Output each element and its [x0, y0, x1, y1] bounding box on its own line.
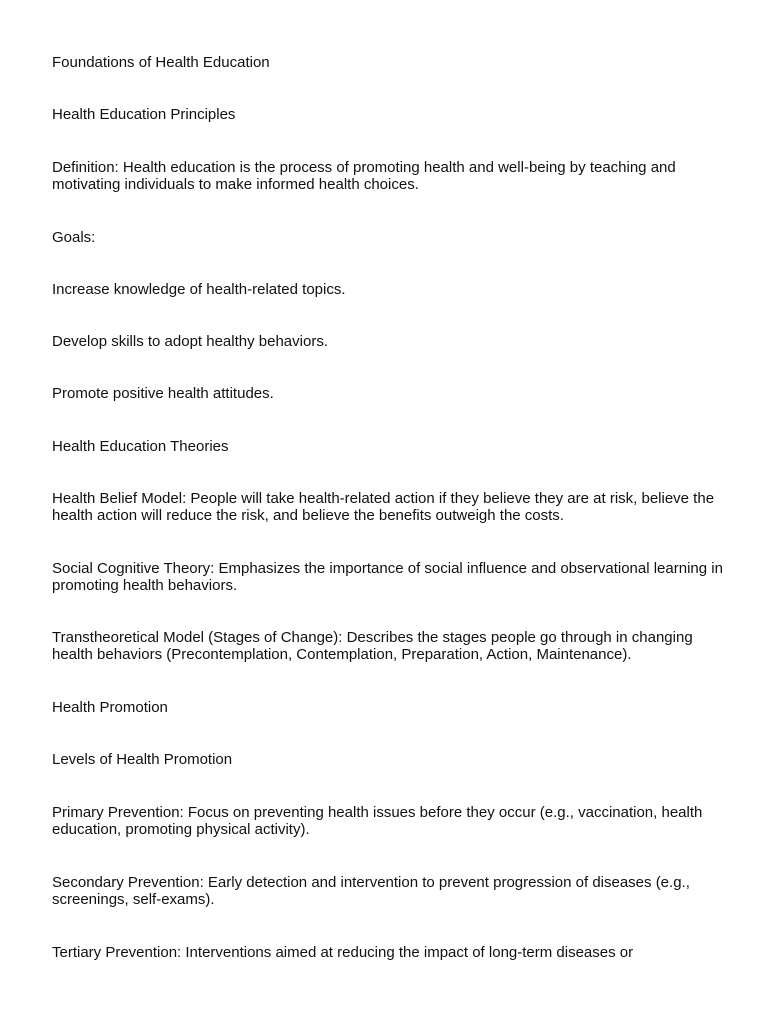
subsection-heading-levels: Levels of Health Promotion [52, 751, 233, 768]
goal-item: Promote positive health attitudes. [52, 385, 274, 402]
goal-item: Develop skills to adopt healthy behaviors. [52, 333, 328, 350]
section-heading-principles: Health Education Principles [52, 106, 236, 123]
section-heading-theories: Health Education Theories [52, 438, 229, 455]
theory-paragraph: Health Belief Model: People will take health-related action if they believe they are at risk, believe the health action will reduce the risk, and believe the benefits outweigh the costs. [52, 490, 715, 524]
section-heading-promotion: Health Promotion [52, 699, 168, 716]
prevention-paragraph: Secondary Prevention: Early detection and intervention to prevent progression of diseases (e.g., screenings, self-exams). [52, 874, 690, 908]
goals-label: Goals: [52, 229, 96, 246]
goal-item: Increase knowledge of health-related topics. [52, 281, 346, 298]
document-title: Foundations of Health Education [52, 54, 270, 71]
prevention-paragraph: Primary Prevention: Focus on preventing health issues before they occur (e.g., vaccination, health education, promoting physical activity). [52, 804, 703, 838]
theory-paragraph: Transtheoretical Model (Stages of Change): Describes the stages people go through in changing health behaviors (Precontemplation, Contemplation, Preparation, Action, Maintenance). [52, 629, 693, 663]
theory-paragraph: Social Cognitive Theory: Emphasizes the importance of social influence and observational learning in promoting health behaviors. [52, 560, 723, 594]
definition-paragraph: Definition: Health education is the process of promoting health and well-being by teaching and motivating individuals to make informed health choices. [52, 159, 676, 193]
prevention-paragraph: Tertiary Prevention: Interventions aimed at reducing the impact of long-term diseases or [52, 944, 634, 961]
